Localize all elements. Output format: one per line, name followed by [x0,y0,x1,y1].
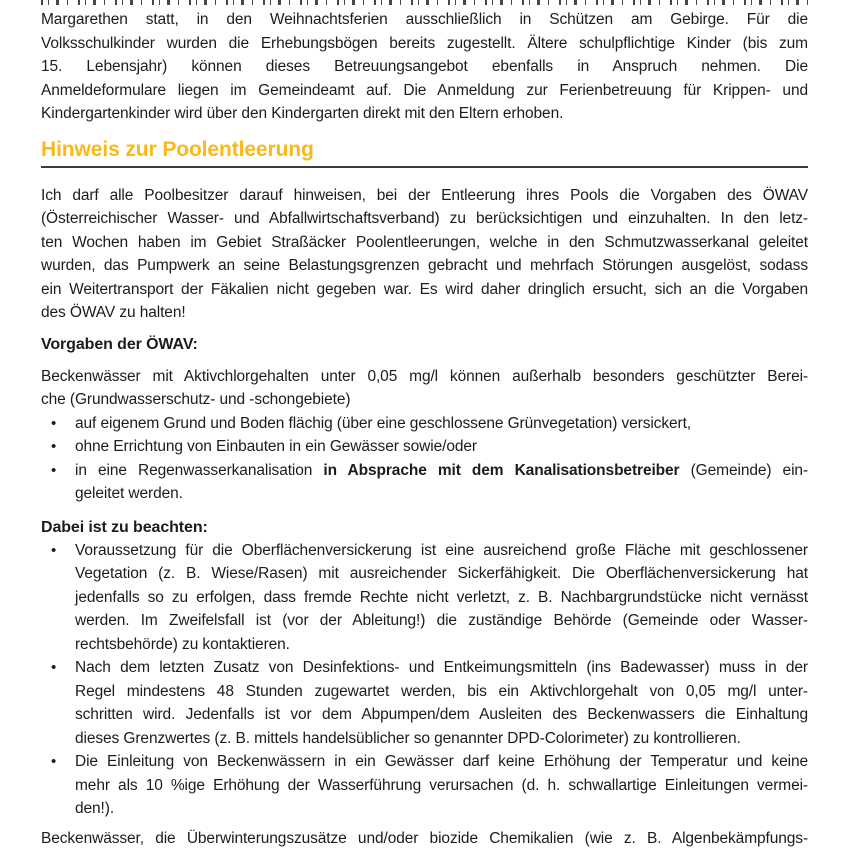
subheading-vorgaben: Vorgaben der ÖWAV: [41,335,198,353]
bullet-list-vorgaben [41,412,808,506]
clipped-text-line-top [41,0,808,5]
paragraph-ferienbetreuung: Margarethen statt, in den Weihnachtsferien ausschließlich in Schützen am Gebirge. Für die Volksschulkinder wurden die Erhebungsbögen bereits zugestellt. Ältere schulpflichtige Kinder (bis zum 15. Lebensjahr) können dieses Betreuungsangebot ebenfalls in Anspruch nehmen. Die Anmeldeformulare liegen im Gemeindeamt auf. Die Anmeldung zur Ferienbetreuung für Krippen- und Kindergartenkinder wird über den Kindergarten direkt mit den Eltern erhoben. [41,11,808,122]
bullet-item-desinfektionsmittel: • Nach dem letzten Zusatz von Desinfektions- und Entkeimungsmitteln (ins Badewasser) muss in der Regel mindestens 48 Stunden zugewartet werden, bis ein Aktivchlorgehalt von 0,05 mg/l unter- schritten wird. Jedenfalls ist vor dem Abpumpen/dem Ausleiten des Beckenwassers die Einhaltung dieses Grenzwertes (z. B. mittels handelsüblicher so genannter DPD-Colorimeter) zu kontrollieren. [41,656,808,750]
section-title-underline [41,166,808,168]
paragraph-pool-intro: Ich darf alle Poolbesitzer darauf hinweisen, bei der Entleerung ihres Pools die Vorgaben des ÖWAV (Österreichischer Wasser- und Abfallwirtschaftsverband) zu berücksichtigen und einzuhalten. In den letz- ten Wochen haben im Gebiet Straßäcker Poolentleerungen, welche in den Schmutzwasserkanal geleitet wurden, das Pumpwerk an seine Belastungsgrenzen gebracht und mehrfach Störungen ausgelöst, sodass ein Weitertransport der Fäkalien nicht gegeben war. Es wird daher dringlich ersucht, sich an die Vorgaben des ÖWAV zu halten! [41,186,808,321]
bullet-item-versickerung: • auf eigenem Grund und Boden flächig (über eine geschlossene Grünvegetation) versickert, [41,412,808,436]
bullet-item-einleitung-gewaesser: • Die Einleitung von Beckenwässern in ein Gewässer darf keine Erhöhung der Temperatur und keine mehr als 10 %ige Erhöhung der Wasserführung verursachen (d. h. schwallartige Einleitungen vermei- den!). [41,750,808,821]
subheading-beachten: Dabei ist zu beachten: [41,518,208,536]
bullet-item-einbauten: • ohne Errichtung von Einbauten in ein Gewässer sowie/oder [41,435,808,459]
bullet-item-regenwasserkanalisation: • in eine Regenwasserkanalisation in Absprache mit dem Kanalisationsbetreiber (Gemeinde) ein- geleitet werden. [41,459,808,506]
section-title-poolentleerung: Hinweis zur Poolentleerung [41,137,314,161]
paragraph-vorgaben-lead: Beckenwässer mit Aktivchlorgehalten unter 0,05 mg/l können außerhalb besonders geschützter Berei- che (Grundwasserschutz- und -schongebiete) [41,367,808,408]
paragraph-outro-clipped: Beckenwässer, die Überwinterungszusätze und/oder biozide Chemikalien (wie z. B. Algenbekämpfungs- [41,829,808,847]
bullet-item-oberflaechenversickerung: • Voraussetzung für die Oberflächenversickerung ist eine ausreichend große Fläche mit geschlossener Vegetation (z. B. Wiese/Rasen) mit ausreichender Sickerfähigkeit. Die Oberflächenversickerung hat jedenfalls so zu erfolgen, dass fremde Rechte nicht verletzt, z. B. Nachbargrundstücke nicht vernässt werden. Im Zweifelsfall ist (vor der Ableitung!) die zuständige Behörde (Gemeinde oder Wasser- rechtsbehörde) zu kontaktieren. [41,539,808,657]
bullet-list-beachten [41,539,808,821]
